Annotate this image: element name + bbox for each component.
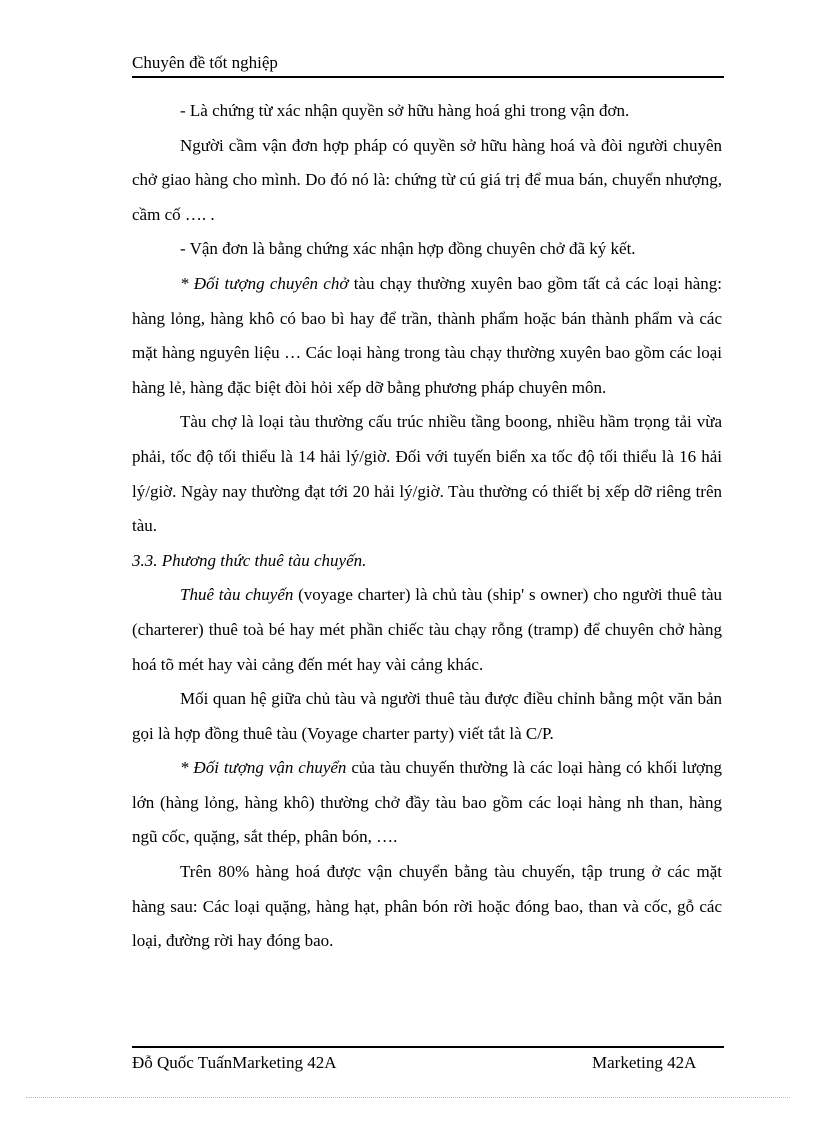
page-footer [132,1046,724,1072]
page-header [132,52,724,78]
paragraph-4 [132,267,722,405]
paragraph-3-text: - Vận đơn là bằng chứng xác nhận hợp đồng chuyên chở đã ký kết. [180,239,636,259]
paragraph-9-text: Trên 80% hàng hoá được vận chuyển bằng tàu chuyến, tập trung ở các mặt hàng sau: Các loại quặng, hàng hạt, phân bón rời hoặc đóng bao, than và cốc, gỗ các loại, đường rời hay đóng bao. [132,862,722,951]
paragraph-4-italic-lead: * Đối tượng chuyên chở [180,273,349,293]
header-title: Chuyên đề tốt nghiệp [132,53,278,72]
footer-author: Đỗ Quốc TuấnMarketing 42A [132,1053,337,1072]
paragraph-4-text: tàu chạy thường xuyên bao gồm tất cả các loại hàng: hàng lỏng, hàng khô có bao bì hay để trần, thành phẩm hoặc bán thành phẩm và các mặt hàng nguyên liệu … Các loại hàng trong tàu chạy thường xuyên bao gồm các loại hàng lẻ, hàng đặc biệt đòi hỏi xếp dỡ bằng phương pháp chuyên môn. [132,273,722,397]
document-body [132,94,722,959]
section-heading-text: 3.3. Phương thức thuê tàu chuyến. [132,550,367,570]
paragraph-8 [132,751,722,855]
page-break-divider [26,1097,790,1098]
section-heading [132,544,722,579]
paragraph-5-text: Tàu chợ là loại tàu thường cấu trúc nhiều tầng boong, nhiều hầm trọng tải vừa phải, tốc độ tối thiểu là 14 hải lý/giờ. Đối với tuyến biển xa tốc độ tối thiểu là 16 hải lý/giờ. Ngày nay thường đạt tới 20 hải lý/giờ. Tàu thường có thiết bị xếp dỡ riêng trên tàu. [132,412,722,536]
footer-class: Marketing 42A [592,1053,697,1072]
paragraph-6-italic-lead: Thuê tàu chuyến [180,585,294,605]
paragraph-7-text: Mối quan hệ giữa chủ tàu và người thuê tàu được điều chỉnh bằng một văn bản gọi là hợp đồng thuê tàu (Voyage charter party) viết tắt là C/P. [132,689,722,743]
paragraph-7 [132,682,722,751]
paragraph-8-italic-lead: * Đối tượng vận chuyển [180,758,347,778]
paragraph-8-text: của tàu chuyến thường là các loại hàng có khối lượng lớn (hàng lỏng, hàng khô) thường chở đầy tàu bao gồm các loại hàng nh than, hàng ngũ cốc, quặng, sắt thép, phân bón, …. [132,758,723,847]
paragraph-3 [132,232,722,267]
paragraph-1-text: - Là chứng từ xác nhận quyền sở hữu hàng hoá ghi trong vận đơn. [180,101,630,120]
paragraph-2-text: Người cầm vận đơn hợp pháp có quyền sở hữu hàng hoá và đòi người chuyên chở giao hàng cho mình. Do đó nó là: chứng từ cú giá trị để mua bán, chuyển nhượng, cầm cố …. . [132,135,722,224]
paragraph-6-text: (voyage charter) là chủ tàu (ship' s owner) cho người thuê tàu (charterer) thuê toà bé hay mét phần chiếc tàu chạy rỗng (tramp) để chuyên chở hàng hoá tõ mét hay vài cảng đến mét hay vài cảng khác. [132,585,723,674]
paragraph-1 [132,94,722,129]
paragraph-2 [132,129,722,233]
paragraph-6 [132,578,722,682]
paragraph-5 [132,405,722,543]
paragraph-9 [132,855,722,959]
